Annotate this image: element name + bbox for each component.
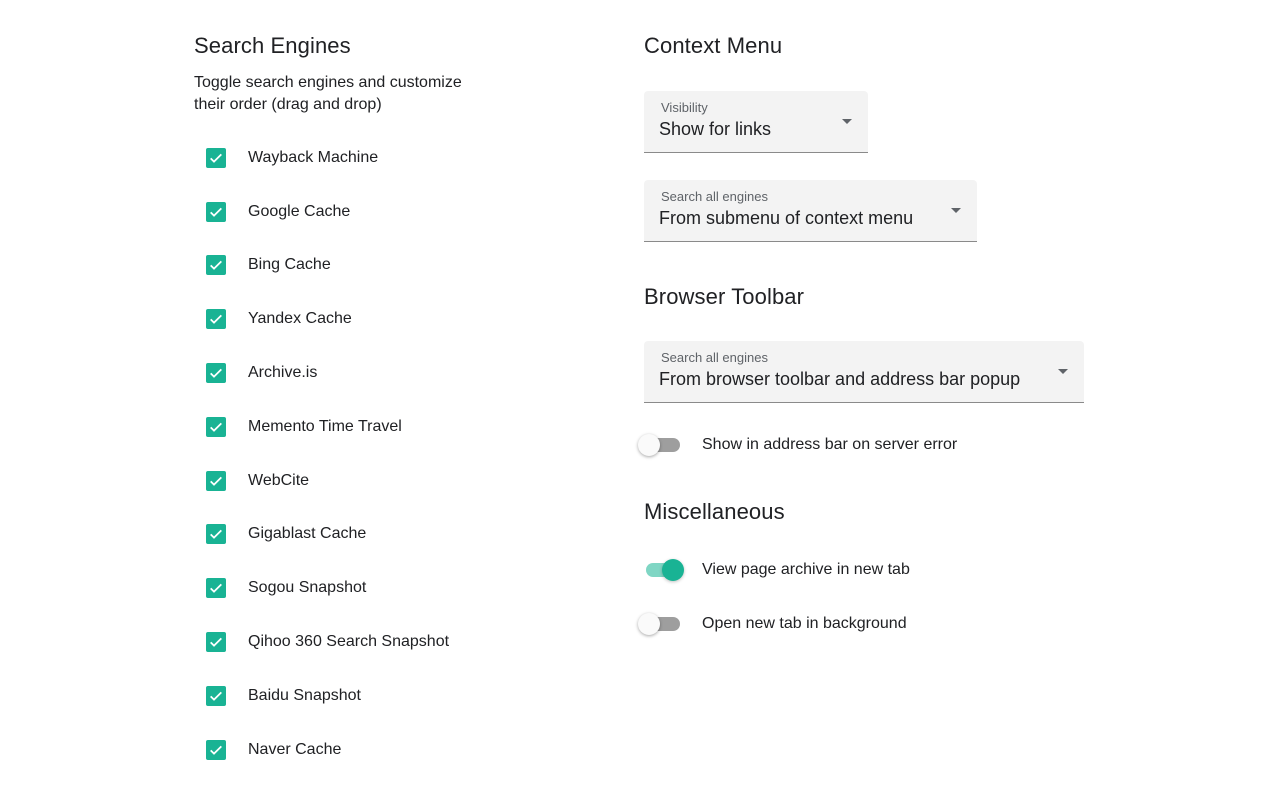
engine-label: Bing Cache (248, 256, 331, 274)
new-tab-toggle-row (644, 555, 910, 585)
background-tab-toggle-row (644, 609, 907, 639)
check-icon (208, 419, 224, 435)
check-icon (208, 580, 224, 596)
engine-item[interactable] (194, 723, 449, 777)
engine-checkbox[interactable] (206, 471, 226, 491)
context-menu-heading: Context Menu (644, 33, 783, 58)
engine-checkbox[interactable] (206, 417, 226, 437)
engine-checkbox[interactable] (206, 632, 226, 652)
check-icon (208, 688, 224, 704)
engine-checkbox[interactable] (206, 524, 226, 544)
toggle-thumb (638, 434, 660, 456)
engine-checkbox[interactable] (206, 202, 226, 222)
toggle-thumb (638, 613, 660, 635)
new-tab-toggle[interactable] (644, 557, 686, 583)
miscellaneous-heading: Miscellaneous (644, 499, 785, 524)
context-search-all-label: Search all engines (661, 189, 768, 204)
visibility-select[interactable] (644, 91, 868, 153)
engine-item[interactable] (194, 239, 449, 293)
engine-label: Qihoo 360 Search Snapshot (248, 633, 450, 651)
toggle-thumb (662, 559, 684, 581)
dropdown-arrow-icon (842, 119, 852, 124)
browser-toolbar-heading: Browser Toolbar (644, 284, 805, 309)
search-engines-heading: Search Engines (194, 33, 351, 58)
check-icon (208, 365, 224, 381)
engine-label: Wayback Machine (248, 148, 379, 166)
engine-checkbox[interactable] (206, 578, 226, 598)
visibility-select-value: Show for links (659, 119, 772, 139)
engine-checkbox[interactable] (206, 686, 226, 706)
engine-checkbox[interactable] (206, 255, 226, 275)
toolbar-search-all-label: Search all engines (661, 350, 768, 365)
engine-item[interactable] (194, 185, 449, 239)
check-icon (208, 742, 224, 758)
check-icon (208, 311, 224, 327)
engine-item[interactable] (194, 669, 449, 723)
engine-label: Yandex Cache (248, 310, 352, 328)
context-search-all-value: From submenu of context menu (659, 208, 914, 228)
engine-checkbox[interactable] (206, 148, 226, 168)
background-tab-toggle-label: Open new tab in background (702, 615, 907, 632)
check-icon (208, 473, 224, 489)
engine-item[interactable] (194, 508, 449, 562)
engine-item[interactable] (194, 292, 449, 346)
dropdown-arrow-icon (951, 208, 961, 213)
search-engines-description: Toggle search engines and customize their order (drag and drop) (194, 74, 462, 113)
check-icon (208, 526, 224, 542)
engine-checkbox[interactable] (206, 363, 226, 383)
toolbar-search-all-value: From browser toolbar and address bar popup (659, 369, 1021, 389)
engine-item[interactable] (194, 346, 449, 400)
engine-item[interactable] (194, 561, 449, 615)
engine-checkbox[interactable] (206, 740, 226, 760)
toolbar-search-all-select[interactable] (644, 341, 1084, 403)
engine-label: Memento Time Travel (248, 417, 402, 435)
engine-checkbox[interactable] (206, 309, 226, 329)
engine-label: Naver Cache (248, 740, 342, 758)
engine-item[interactable] (194, 454, 449, 508)
engine-label: Gigablast Cache (248, 525, 367, 543)
engine-label: Baidu Snapshot (248, 686, 361, 704)
new-tab-toggle-label: View page archive in new tab (702, 561, 910, 578)
visibility-select-label: Visibility (661, 100, 708, 115)
check-icon (208, 204, 224, 220)
background-tab-toggle[interactable] (644, 611, 686, 637)
engine-label: WebCite (248, 471, 310, 489)
engine-label: Google Cache (248, 202, 351, 220)
address-bar-toggle-row (644, 430, 957, 460)
check-icon (208, 634, 224, 650)
engine-list (194, 131, 449, 777)
context-search-all-select[interactable] (644, 180, 977, 242)
check-icon (208, 257, 224, 273)
address-bar-toggle-label: Show in address bar on server error (702, 436, 958, 453)
engine-item[interactable] (194, 400, 449, 454)
engine-item[interactable] (194, 131, 449, 185)
engine-label: Archive.is (248, 364, 318, 382)
engine-item[interactable] (194, 615, 449, 669)
check-icon (208, 150, 224, 166)
address-bar-toggle[interactable] (644, 432, 686, 458)
dropdown-arrow-icon (1058, 369, 1068, 374)
engine-label: Sogou Snapshot (248, 579, 367, 597)
